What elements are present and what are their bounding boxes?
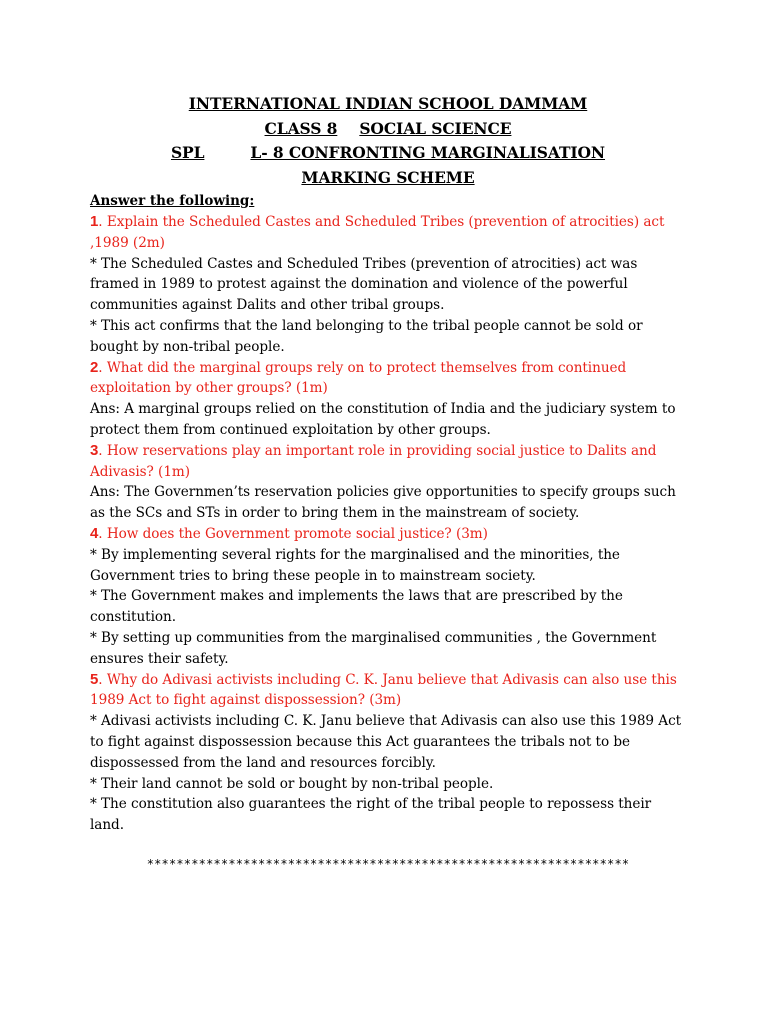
question-text: 1. Explain the Scheduled Castes and Scheduled Tribes (prevention of atrocities) act ,1989 (2m): [90, 213, 665, 251]
subject-label: SOCIAL SCIENCE: [359, 118, 512, 138]
class-label: CLASS 8: [264, 118, 338, 138]
question-text: 4. How does the Government promote social justice? (3m): [90, 524, 488, 542]
school-name: INTERNATIONAL INDIAN SCHOOL DAMMAM: [188, 94, 588, 113]
type-label: SPL: [170, 143, 205, 162]
questions-list: [90, 212, 686, 836]
question-block: [90, 670, 686, 836]
question-block: [90, 358, 686, 441]
question-number: 4: [90, 524, 99, 542]
question-number: 3: [90, 441, 99, 459]
lesson-line: [90, 141, 686, 166]
instruction-heading: Answer the following:: [90, 193, 255, 209]
document-header: [90, 92, 686, 190]
marking-scheme-title: MARKING SCHEME: [301, 167, 475, 187]
question-number: 1: [90, 213, 99, 230]
question-block: [90, 212, 686, 358]
question-block: [90, 524, 686, 670]
answer-text: * By setting up communities from the marginalised communities , the Government ensures their safety.: [90, 629, 657, 667]
answer-text: * By implementing several rights for the marginalised and the minorities, the Government tries to bring these people in to mainstream society.: [90, 546, 620, 584]
question-block: [90, 441, 686, 524]
class-subject-line: [90, 117, 686, 142]
answer-text: Ans: A marginal groups relied on the constitution of India and the judiciary system to protect them from continued exploitation by other groups.: [90, 401, 676, 438]
lesson-title: L- 8 CONFRONTING MARGINALISATION: [250, 143, 606, 162]
question-text: 5. Why do Adivasi activists including C. K. Janu believe that Adivasis can also use this 1989 Act to fight against dispossession? (3m): [90, 670, 677, 709]
answer-text: * The Scheduled Castes and Scheduled Tribes (prevention of atrocities) act was framed in 1989 to protest against the domination and violence of the powerful communities against Dalits and other tribal groups.: [90, 255, 638, 314]
answer-text: Ans: The Governmen’ts reservation policies give opportunities to specify groups such as the SCs and STs in order to bring them in the mainstream of society.: [90, 484, 676, 522]
answer-text: * The constitution also guarantees the right of the tribal people to repossess their land.: [90, 796, 652, 834]
question-number: 5: [90, 670, 99, 688]
question-number: 2: [90, 358, 99, 376]
footer-star-divider: *****************************************************************: [146, 856, 630, 871]
answer-text: * The Government makes and implements the laws that are prescribed by the constitution.: [90, 588, 623, 626]
answer-text: * Their land cannot be sold or bought by non-tribal people.: [90, 775, 494, 792]
document-page: [90, 92, 686, 871]
answer-text: * This act confirms that the land belonging to the tribal people cannot be sold or bought by non-tribal people.: [90, 317, 643, 355]
question-text: 2. What did the marginal groups rely on to protect themselves from continued exploitation by other groups? (1m): [90, 358, 627, 397]
question-text: 3. How reservations play an important role in providing social justice to Dalits and Adivasis? (1m): [90, 441, 657, 480]
answer-text: * Adivasi activists including C. K. Janu believe that Adivasis can also use this 1989 Act to fight against dispossession because this Act guarantees the tribals not to be dispossessed from the land and resources forcibly.: [90, 713, 682, 771]
